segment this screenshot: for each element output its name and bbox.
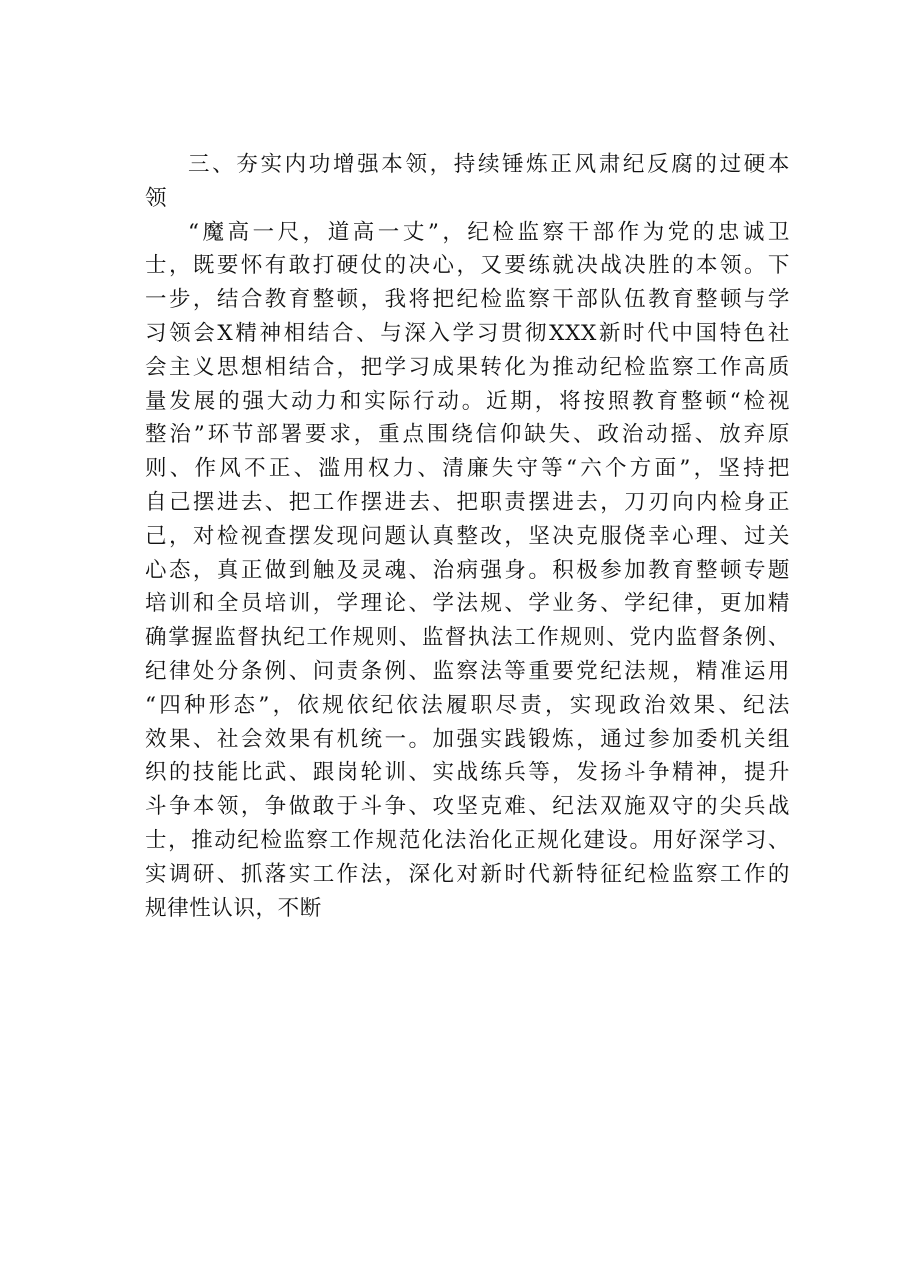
body-line: “魔高一尺，道高一丈”，纪检监察干部作为党的忠诚卫 [188,219,790,245]
section-heading-line: 领 [145,185,168,211]
body-line: 会主义思想相结合，把学习成果转化为推动纪检监察工作高质 [145,354,790,380]
body-line: 培训和全员培训，学理论、学法规、学业务、学纪律，更加精 [145,591,790,617]
body-line: 效果、社会效果有机统一。加强实践锻炼，通过参加委机关组 [145,726,790,752]
body-line: 则、作风不正、滥用权力、清廉失守等“六个方面”，坚持把 [145,456,790,482]
body-line: 士，推动纪检监察工作规范化法治化正规化建设。用好深学习、 [145,827,790,853]
section-heading-line: 三、夯实内功增强本领，持续锤炼正风肃纪反腐的过硬本 [188,152,790,177]
body-line: 一步，结合教育整顿，我将把纪检监察干部队伍教育整顿与学 [145,287,790,313]
body-line: 己，对检视查摆发现问题认真整改，坚决克服侥幸心理、过关 [145,523,790,549]
body-line: 实调研、抓落实工作法，深化对新时代新特征纪检监察工作的 [145,861,790,887]
body-line: 规律性认识，不断 [145,895,322,921]
body-line: 斗争本领，争做敢于斗争、攻坚克难、纪法双施双守的尖兵战 [145,794,790,820]
body-line: 纪律处分条例、问责条例、监察法等重要党纪法规，精准运用 [145,658,790,684]
body-line: 织的技能比武、跟岗轮训、实战练兵等，发扬斗争精神，提升 [145,760,790,786]
body-line: 整治”环节部署要求，重点围绕信仰缺失、政治动摇、放弃原 [145,422,790,448]
body-line: 自己摆进去、把工作摆进去、把职责摆进去，刀刃向内检身正 [145,489,790,515]
body-line: 心态，真正做到触及灵魂、治病强身。积极参加教育整顿专题 [145,557,790,583]
body-line: 确掌握监督执纪工作规则、监督执法工作规则、党内监督条例、 [145,625,790,651]
body-line: 量发展的强大动力和实际行动。近期，将按照教育整顿“检视 [145,388,790,414]
document-text [145,148,790,925]
body-line: 士，既要怀有敢打硬仗的决心，又要练就决战决胜的本领。下 [145,253,790,279]
body-line: 习领会X精神相结合、与深入学习贯彻XXX新时代中国特色社 [145,320,790,346]
body-line: “四种形态”，依规依纪依法履职尽责，实现政治效果、纪法 [145,692,790,718]
